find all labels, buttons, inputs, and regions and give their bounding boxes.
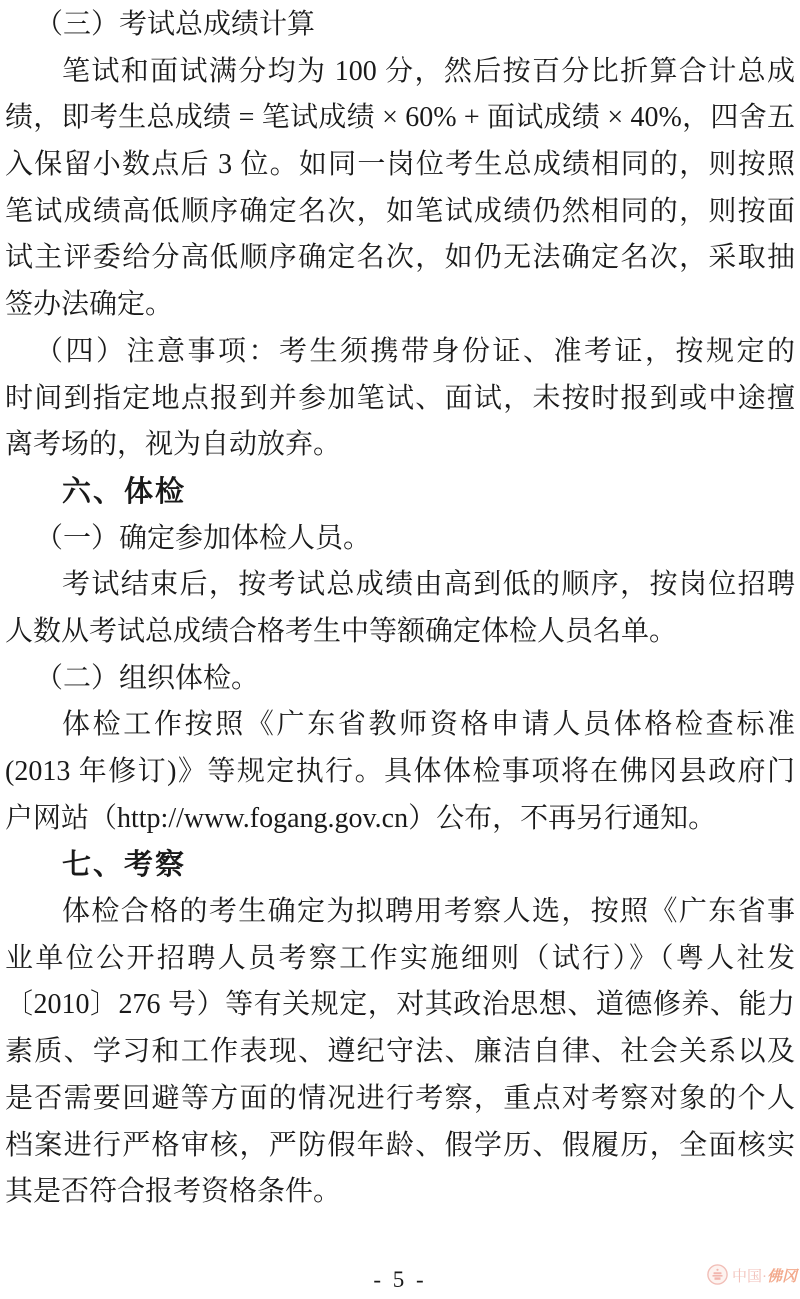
text-line: 业单位公开招聘人员考察工作实施细则（试行）》（粤人社发 — [5, 942, 795, 974]
text-line: 笔试成绩高低顺序确定名次，如笔试成绩仍然相同的，则按面 — [5, 195, 795, 227]
text-line: 签办法确定。 — [5, 289, 174, 321]
page-number: - 5 - — [373, 1267, 427, 1292]
text-line: 时间到指定地点报到并参加笔试、面试，未按时报到或中途擅 — [5, 382, 795, 414]
text-line: 人数从考试总成绩合格考生中等额确定体检人员名单。 — [5, 615, 678, 647]
text-line: 素质、学习和工作表现、遵纪守法、廉洁自律、社会关系以及 — [5, 1036, 795, 1068]
section-heading-physical-exam: 六、体检 — [62, 475, 187, 508]
text-line: (2013 年修订)》等规定执行。具体体检事项将在佛冈县政府门 — [5, 756, 795, 787]
watermark-prefix: 中国· — [731, 1268, 767, 1285]
sub-heading-total-score-calc: （三）考试总成绩计算 — [35, 9, 316, 40]
text-line: 〔2010〕276 号）等有关规定，对其政治思想、道德修养、能力 — [5, 989, 795, 1021]
text-line: 档案进行严格审核，严防假年龄、假学历、假履历，全面核实 — [5, 1129, 795, 1161]
text-line: 离考场的，视为自动放弃。 — [5, 429, 342, 461]
text-line: 体检合格的考生确定为拟聘用考察人选，按照《广东省事 — [62, 896, 795, 928]
watermark-suffix: 佛冈 — [766, 1268, 797, 1285]
text-line: 试主评委给分高低顺序确定名次，如仍无法确定名次，采取抽 — [5, 242, 795, 274]
text-line: 绩，即考生总成绩 = 笔试成绩 × 60% + 面试成绩 × 40%，四舍五 — [5, 102, 795, 134]
section-heading-inspection: 七、考察 — [62, 849, 187, 882]
text-line: 入保留小数点后 3 位。如同一岗位考生总成绩相同的，则按照 — [5, 149, 795, 181]
text-line: 是否需要回避等方面的情况进行考察，重点对考察对象的个人 — [5, 1082, 795, 1114]
site-watermark — [707, 1264, 797, 1290]
text-line: 笔试和面试满分均为 100 分，然后按百分比折算合计总成 — [62, 55, 795, 87]
text-line-website-url: 户网站（http://www.fogang.gov.cn）公布，不再另行通知。 — [5, 802, 717, 834]
watermark-text — [732, 1270, 797, 1285]
sub-heading-organize-exam: （二）组织体检。 — [35, 662, 260, 694]
sub-heading-notes: （四）注意事项：考生须携带身份证、准考证，按规定的 — [35, 335, 795, 367]
text-line: 考试结束后，按考试总成绩由高到低的顺序，按岗位招聘 — [62, 569, 795, 601]
text-line: 其是否符合报考资格条件。 — [5, 1176, 342, 1208]
document-body — [5, 2, 795, 1216]
text-line: 体检工作按照《广东省教师资格申请人员体格检查标准 — [62, 709, 795, 741]
national-emblem-icon — [707, 1264, 728, 1290]
sub-heading-exam-participants: （一）确定参加体检人员。 — [35, 522, 372, 554]
